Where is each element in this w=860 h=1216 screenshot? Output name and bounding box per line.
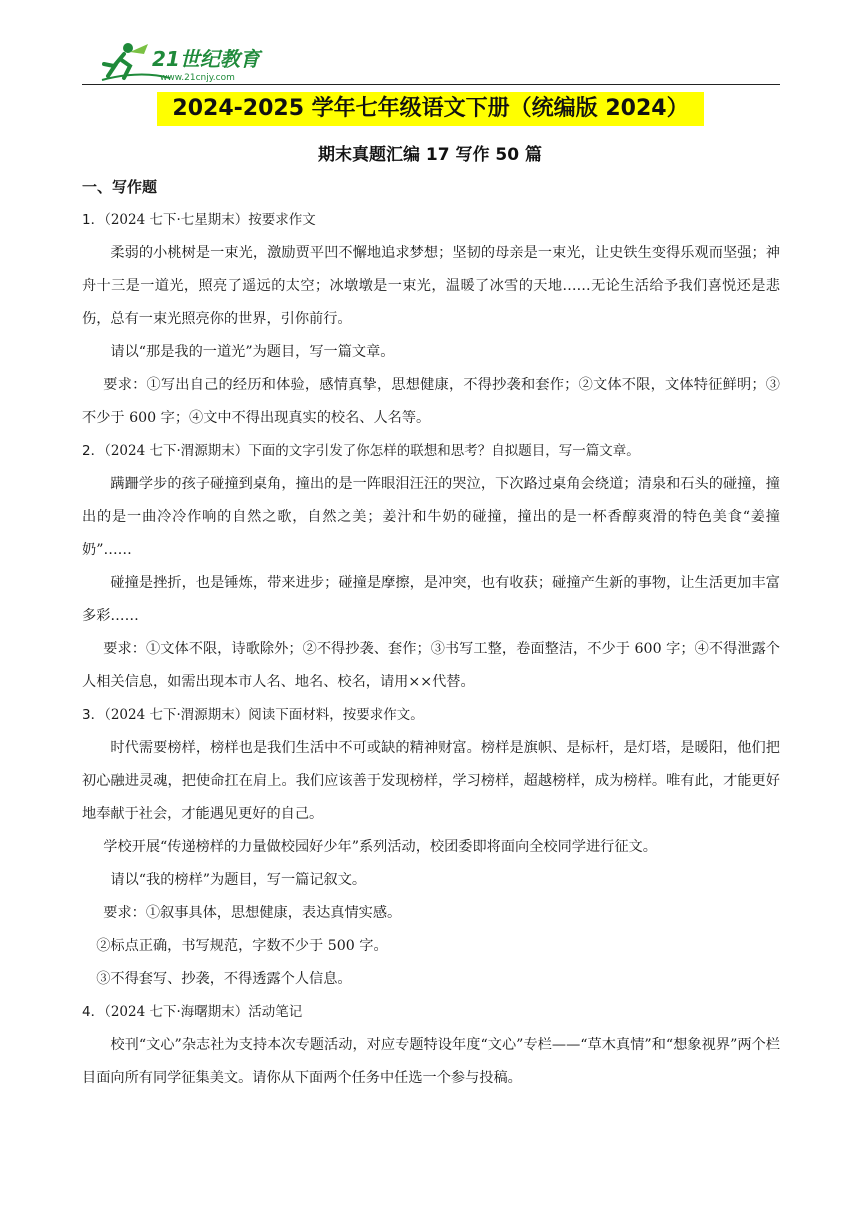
question-3-header	[82, 699, 780, 732]
question-2-header	[82, 435, 780, 468]
question-prompt: 下面的文字引发了你怎样的联想和思考？自拟题目，写一篇文章。	[248, 443, 640, 459]
question-2-requirements: 要求：①文体不限，诗歌除外；②不得抄袭、套作；③书写工整，卷面整洁，不少于 600 字；④不得泄露个人相关信息，如需出现本市人名、地名、校名，请用××代替。	[82, 641, 780, 690]
question-2-paragraph: 蹒跚学步的孩子碰撞到桌角，撞出的是一阵眼泪汪汪的哭泣，下次路过桌角会绕道；清泉和石头的碰撞，撞出的是一曲冷冷作响的自然之歌，自然之美；姜汁和牛奶的碰撞，撞出的是一杯香醇爽滑的特色美食“姜撞奶”……	[82, 476, 780, 558]
question-3-paragraph: 请以“我的榜样”为题目，写一篇记叙文。	[110, 872, 367, 888]
question-1-requirements: 要求：①写出自己的经历和体验，感情真挚，思想健康，不得抄袭和套作；②文体不限，文体特征鲜明；③不少于 600 字；④文中不得出现真实的校名、人名等。	[82, 377, 780, 426]
question-number: 2．	[82, 443, 105, 459]
question-1-paragraph: 柔弱的小桃树是一束光，激励贾平凹不懈地追求梦想；坚韧的母亲是一束光，让史铁生变得乐观而坚强；神舟十三是一道光，照亮了遥远的太空；冰墩墩是一束光，温暖了冰雪的天地……无论生活给予我们喜悦还是悲伤，总有一束光照亮你的世界，引你前行。	[82, 245, 780, 327]
brand-logo	[100, 40, 270, 84]
question-3-paragraph: 学校开展“传递榜样的力量做校园好少年”系列活动，校团委即将面向全校同学进行征文。	[103, 839, 657, 855]
question-3-requirements: ②标点正确，书写规范，字数不少于 500 字。	[96, 938, 388, 954]
question-3-requirements: 要求：①叙事具体，思想健康，表达真情实感。	[103, 905, 402, 921]
logo-text: 21世纪教育	[152, 47, 260, 71]
question-prompt: 阅读下面材料，按要求作文。	[248, 707, 424, 723]
question-1-header	[82, 204, 780, 237]
question-source: （2024 七下·渭源期末）	[104, 443, 249, 459]
question-number: 3．	[82, 707, 105, 723]
question-prompt: 活动笔记	[248, 1004, 303, 1020]
question-number: 4．	[82, 1004, 105, 1020]
question-2-paragraph: 碰撞是挫折，也是锤炼，带来进步；碰撞是摩擦，是冲突，也有收获；碰撞产生新的事物，让生活更加丰富多彩……	[82, 575, 780, 624]
logo-url-text: www.21cnjy.com	[160, 73, 235, 83]
question-1-paragraph: 请以“那是我的一道光”为题目，写一篇文章。	[110, 344, 395, 360]
question-source: （2024 七下·海曙期末）	[104, 1004, 249, 1020]
question-list	[82, 204, 780, 1095]
question-prompt: 按要求作文	[248, 212, 316, 228]
header-rule	[82, 84, 780, 85]
document-subtitle: 期末真题汇编 17 写作 50 篇	[318, 145, 542, 165]
question-source: （2024 七下·七星期末）	[104, 212, 249, 228]
question-3-paragraph: 时代需要榜样，榜样也是我们生活中不可或缺的精神财富。榜样是旗帜、是标杆，是灯塔，是暖阳，他们把初心融进灵魂，把使命扛在肩上。我们应该善于发现榜样，学习榜样，超越榜样，成为榜样。唯有此，才能更好地奉献于社会，才能遇见更好的自己。	[82, 740, 780, 822]
question-source: （2024 七下·渭源期末）	[104, 707, 249, 723]
question-4-paragraph: 校刊“文心”杂志社为支持本次专题活动，对应专题特设年度“文心”专栏——“草木真情”和“想象视界”两个栏目面向所有同学征集美文。请你从下面两个任务中任选一个参与投稿。	[82, 1037, 780, 1086]
question-4-header	[82, 996, 780, 1029]
section-heading: 一、写作题	[82, 178, 158, 196]
question-number: 1．	[82, 212, 105, 228]
question-3-requirements: ③不得套写、抄袭，不得透露个人信息。	[96, 971, 352, 987]
document-title: 2024-2025 学年七年级语文下册（统编版 2024）	[157, 92, 704, 126]
